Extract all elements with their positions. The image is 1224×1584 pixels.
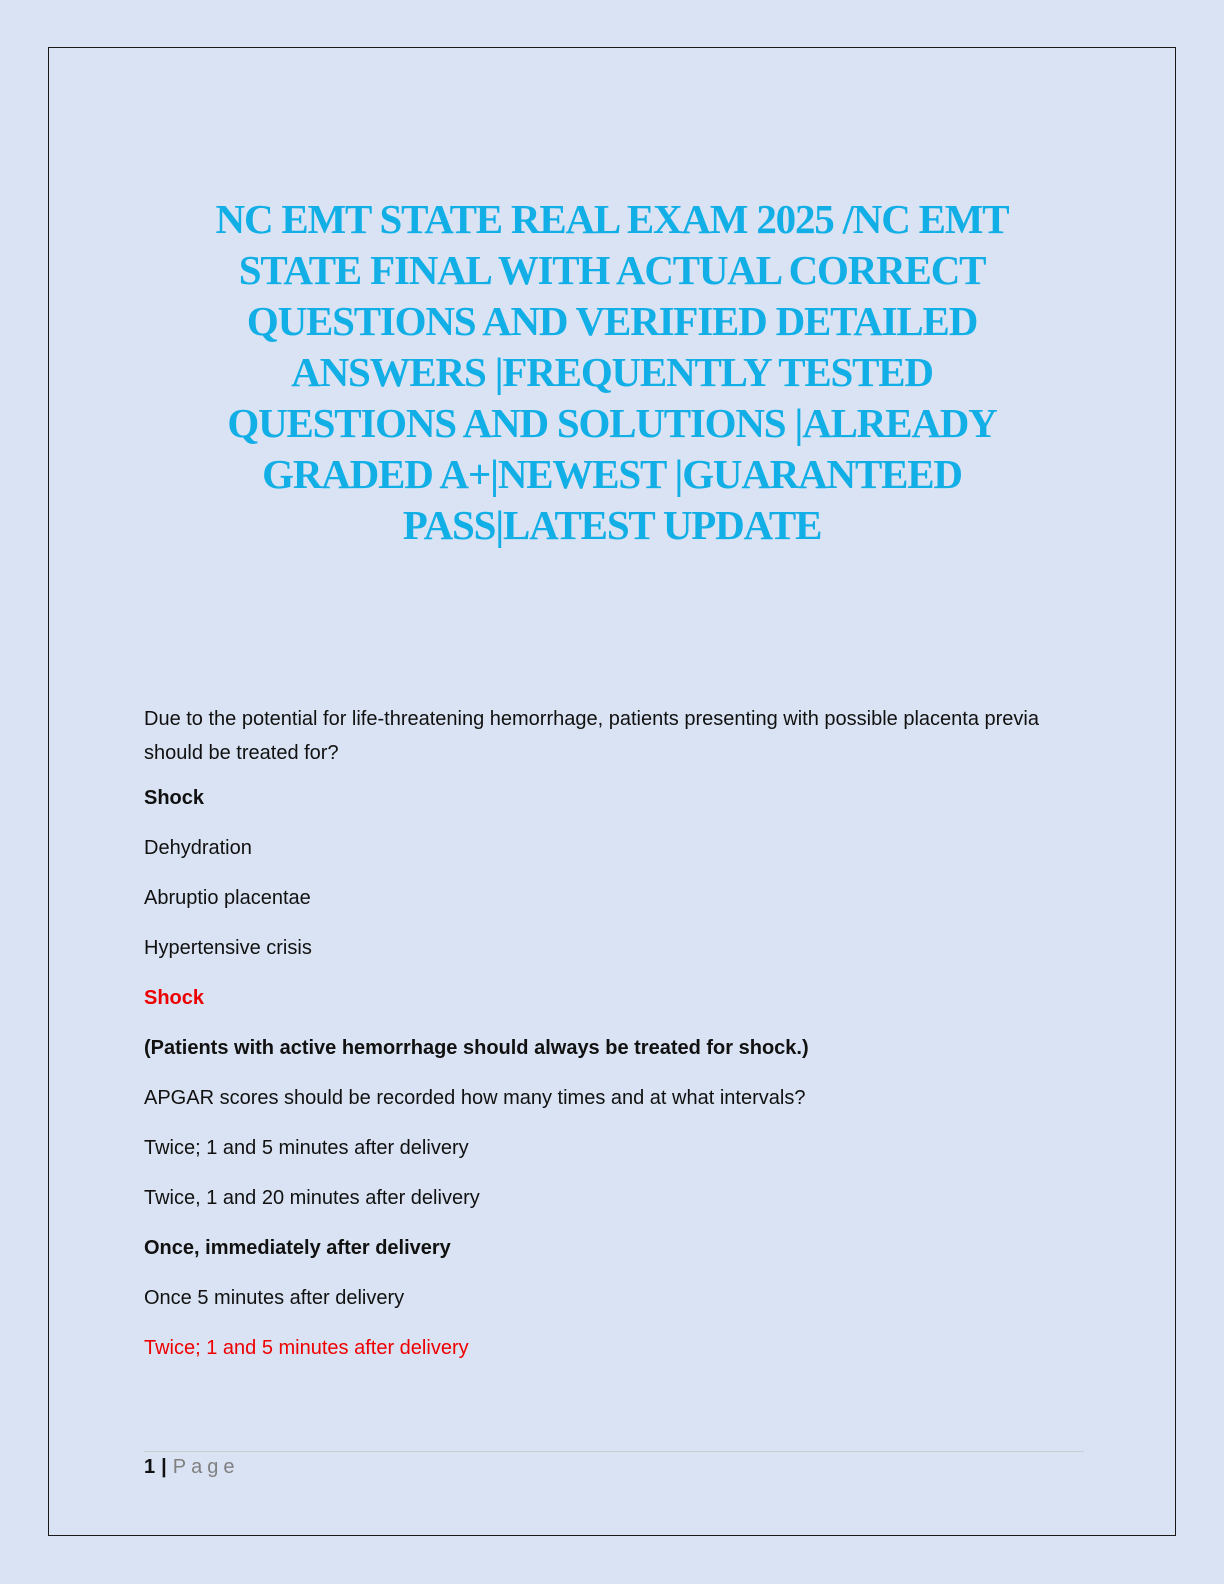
option-item: Once 5 minutes after delivery [144,1287,405,1309]
page-label: Page [172,1456,240,1478]
question-text: APGAR scores should be recorded how many times and at what intervals? [144,1087,806,1109]
answer-rationale: (Patients with active hemorrhage should always be treated for shock.) [144,1037,809,1059]
option-item: Once, immediately after delivery [144,1237,451,1259]
question-text: Due to the potential for life-threatening hemorrhage, patients presenting with possible placenta previa should be treated for? [144,708,1039,764]
title-line: STATE FINAL WITH ACTUAL CORRECT [238,247,986,293]
document-title [150,194,1074,551]
footer-separator: | [161,1456,167,1478]
option-item: Twice, 1 and 20 minutes after delivery [144,1187,480,1209]
question-content [144,702,1084,1384]
title-line: QUESTIONS AND VERIFIED DETAILED [246,298,978,344]
correct-answer: Twice; 1 and 5 minutes after delivery [144,1337,469,1359]
title-line: QUESTIONS AND SOLUTIONS |ALREADY [227,400,997,446]
title-line: ANSWERS |FREQUENTLY TESTED [291,349,933,395]
page-footer [144,1456,239,1479]
option-item: Twice; 1 and 5 minutes after delivery [144,1137,469,1159]
option-item: Hypertensive crisis [144,937,312,959]
title-line: PASS|LATEST UPDATE [402,502,822,548]
title-line: GRADED A+|NEWEST |GUARANTEED [262,451,962,497]
correct-answer: Shock [144,987,205,1009]
option-item: Dehydration [144,837,252,859]
page-number: 1 [144,1456,156,1478]
option-item: Shock [144,787,205,809]
footer-divider [144,1451,1084,1452]
title-line: NC EMT STATE REAL EXAM 2025 /NC EMT [215,196,1009,242]
option-item: Abruptio placentae [144,887,311,909]
